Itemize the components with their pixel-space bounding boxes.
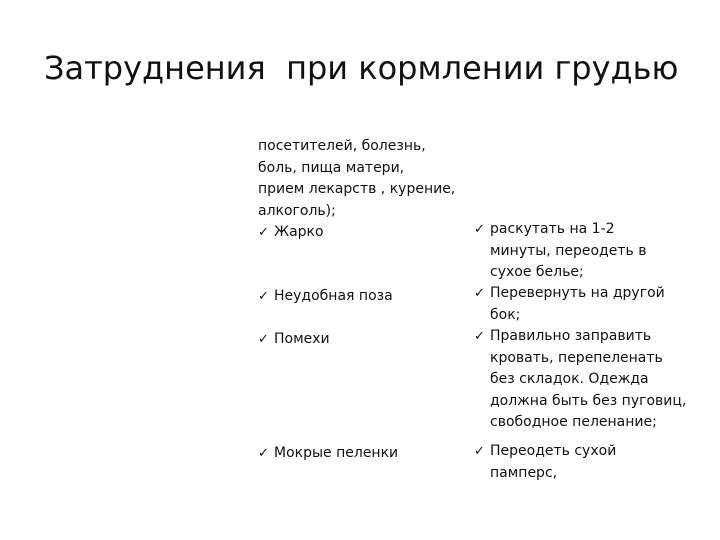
solution-item: [474, 283, 704, 326]
continued-text-line: посетителей, болезнь,: [258, 138, 426, 154]
problem-item: [258, 329, 468, 351]
problem-item: [258, 222, 468, 244]
problem-item: [258, 443, 468, 465]
solution-item: [474, 441, 704, 484]
solution-text-line: кровать, перепеленать: [490, 349, 663, 366]
check-icon: ✓: [258, 446, 269, 461]
problem-label: Неудобная поза: [274, 288, 393, 304]
problem-label: Жарко: [274, 224, 324, 240]
slide-title: Затруднения при кормлении грудью: [44, 49, 679, 87]
check-icon: ✓: [474, 286, 485, 301]
solution-text-line: Перевернуть на другой: [490, 285, 665, 301]
continued-text-line: боль, пища матери,: [258, 159, 405, 176]
check-icon: ✓: [258, 289, 269, 304]
problem-label: Помехи: [274, 331, 330, 347]
problem-label: Мокрые пеленки: [274, 445, 399, 461]
continued-text-line: алкоголь);: [258, 202, 336, 219]
solution-text-line: бок;: [490, 306, 521, 323]
solution-item: [474, 219, 704, 284]
solution-text-line: раскутать на 1-2: [490, 221, 615, 237]
continued-text-line: прием лекарств , курение,: [258, 181, 456, 197]
check-icon: ✓: [474, 329, 485, 344]
check-icon: ✓: [474, 222, 485, 237]
problem-item: [258, 286, 468, 308]
solution-text-line: памперс,: [490, 464, 558, 481]
check-icon: ✓: [474, 444, 485, 459]
check-icon: ✓: [258, 225, 269, 240]
solution-text-line: Правильно заправить: [490, 328, 652, 344]
solution-text-line: Переодеть сухой: [490, 443, 617, 459]
check-icon: ✓: [258, 332, 269, 347]
solution-text-line: свободное пеленание;: [490, 414, 657, 430]
problems-column: [258, 136, 468, 461]
solution-text-line: без складок. Одежда: [490, 371, 649, 387]
solution-text-line: должна быть без пуговиц,: [490, 392, 687, 409]
solution-text-line: сухое белье;: [490, 264, 584, 280]
solution-text-line: минуты, переодеть в: [490, 242, 647, 259]
solution-item: [474, 326, 704, 434]
